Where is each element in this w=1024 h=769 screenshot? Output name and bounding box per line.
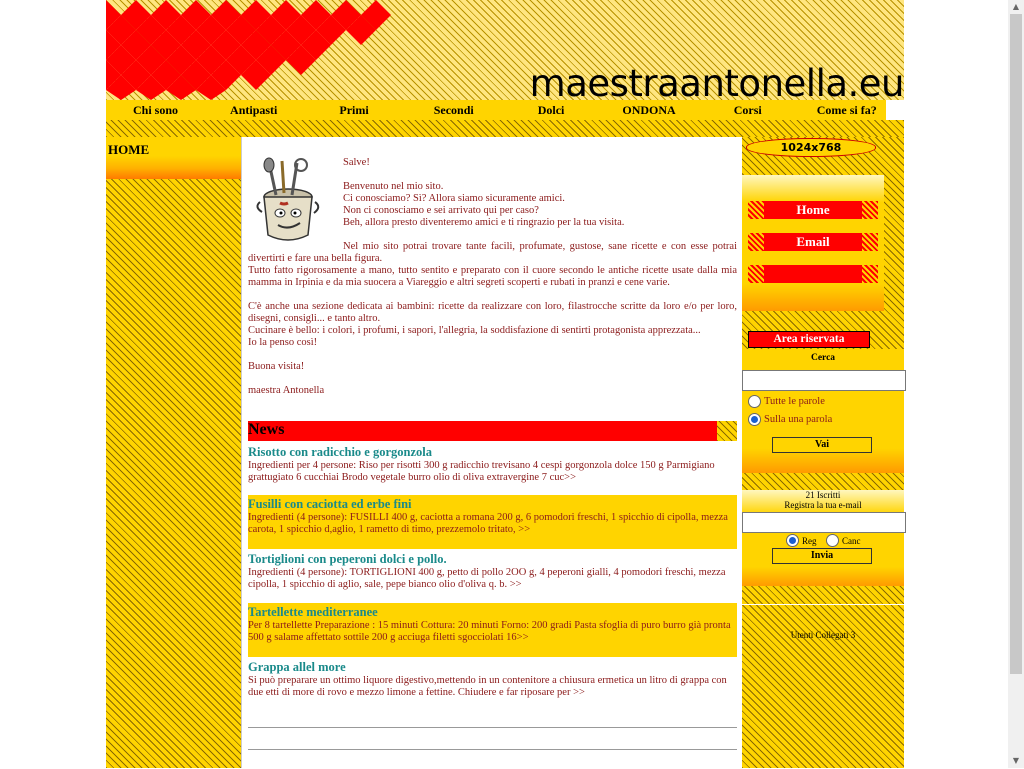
email-input[interactable] bbox=[742, 512, 906, 533]
top-nav bbox=[106, 100, 886, 120]
nav-ondona[interactable]: ONDONA bbox=[622, 102, 676, 117]
nav-come-si-fa[interactable]: Come si fa? bbox=[816, 102, 877, 117]
news-title: News bbox=[248, 421, 285, 438]
users-online bbox=[742, 604, 904, 769]
intro-sign: maestra Antonella bbox=[248, 385, 325, 396]
newsletter-option-canc[interactable] bbox=[826, 534, 861, 547]
search-input[interactable] bbox=[742, 370, 906, 391]
search-option-one-label: Sulla una parola bbox=[764, 414, 833, 425]
news-item-title[interactable]: Tortiglioni con peperoni dolci e pollo. bbox=[248, 552, 447, 566]
news-item-desc[interactable]: Ingredienti per 4 persone: Riso per risotti 300 g radicchio trevisano 4 cespi gorgonzola dolce 150 g Parmigiano grattugiato 6 cucchiai Brodo vegetale burro olio di oliva extravergine 7 cuc>> bbox=[248, 460, 715, 483]
news-item-desc[interactable]: Ingredienti (4 persone): TORTIGLIONI 400 g, petto di pollo 2OO g, 4 peperoni gialli, 4 pomodori freschi, mezza cipolla, 1 spicchio di aglio, sale, pepe bianco olio d'oliva q. b. >> bbox=[248, 567, 726, 590]
search-option-all[interactable] bbox=[748, 395, 825, 408]
site bbox=[106, 0, 904, 768]
news-item-title[interactable]: Risotto con radicchio e gorgonzola bbox=[248, 445, 433, 459]
side-menu-email[interactable] bbox=[748, 233, 878, 251]
intro-p4: Beh, allora presto diventeremo amici e ti ringrazio per la tua visita. bbox=[343, 217, 625, 228]
newsletter-prompt: Registra la tua e-mail bbox=[784, 500, 862, 510]
newsletter-option-reg-label: Reg bbox=[802, 535, 817, 546]
resolution-badge: 1024x768 bbox=[746, 138, 876, 157]
nav-band bbox=[106, 120, 904, 137]
news-item-desc[interactable]: Per 8 tartellette Preparazione : 15 minuti Cottura: 20 minuti Forno: 200 gradi Pasta sfoglia di puro burro già pronta 500 g salame affettato sottile 200 g acciuga filetti sgocciolati 16>> bbox=[248, 620, 731, 643]
side-menu bbox=[742, 175, 884, 311]
news-item-desc[interactable]: Si può preparare un ottimo liquore digestivo,mettendo in un contenitore a chiusura ermetica un litro di grappa con due etti di more di rovo e mezzo limone a fettine. Chiudere e far riposare per >> bbox=[248, 675, 727, 698]
scroll-down-icon[interactable]: ▼ bbox=[1012, 756, 1020, 765]
home-box[interactable] bbox=[106, 137, 241, 179]
news-item[interactable] bbox=[248, 550, 737, 593]
side-menu-label[interactable]: Home bbox=[796, 202, 830, 217]
intro-p6: Tutto fatto rigorosamente a mano, tutto sentito e preparato con il cuore secondo le antiche ricette usate dalla mia mamma in Irpinia e da mia suocera a Viareggio e altri segreti scoperti e rubati in pranzi e cene varie. bbox=[248, 265, 737, 288]
search-option-all-label: Tutte le parole bbox=[764, 396, 825, 407]
intro-p7: C'è anche una sezione dedicata ai bambini: ricette da realizzare con loro, filastrocche scritte da loro e/o per loro, disegni, consigli... e tanto altro. bbox=[248, 301, 737, 324]
area-riservata-button[interactable]: Area riservata bbox=[748, 331, 870, 348]
intro-p1: Benvenuto nel mio sito. bbox=[343, 181, 444, 192]
news-item-title[interactable]: Tartellette mediterranee bbox=[248, 605, 378, 619]
intro-greeting: Salve! bbox=[343, 157, 370, 168]
nav-primi[interactable]: Primi bbox=[339, 102, 369, 117]
intro-p10: Buona visita! bbox=[248, 361, 305, 372]
news-header-pattern bbox=[717, 421, 737, 441]
intro-p5: Nel mio sito potrai trovare tante facili, profumate, gustose, sane ricette e con esse potrai divertirti e fare una bella figura. bbox=[248, 241, 737, 264]
side-menu-home[interactable] bbox=[748, 201, 878, 219]
news-item[interactable] bbox=[248, 658, 737, 701]
news-header bbox=[248, 421, 737, 441]
nav-dolci[interactable]: Dolci bbox=[537, 102, 565, 117]
right-column bbox=[742, 137, 904, 768]
news-item[interactable] bbox=[248, 495, 737, 549]
news-item-desc[interactable]: Ingredienti (4 persone): FUSILLI 400 g, caciotta a romana 200 g, 6 pomodori freschi, 1 spicchio di cipolla, mezza carota, 1 spicchio d,aglio, 1 rametto di timo, prezzemolo tritato, >> bbox=[248, 512, 728, 535]
main-content bbox=[241, 137, 743, 768]
site-logo: maestraantonella.eu bbox=[529, 62, 904, 100]
news-item[interactable] bbox=[248, 443, 737, 486]
radio-button[interactable] bbox=[748, 395, 761, 408]
resolution-box bbox=[742, 137, 904, 175]
divider bbox=[248, 727, 737, 728]
radio-button[interactable] bbox=[748, 413, 761, 426]
side-menu-label[interactable]: Email bbox=[796, 234, 830, 249]
newsletter-option-canc-label: Canc bbox=[842, 535, 861, 546]
intro-p8: Cucinare è bello: i colori, i profumi, i sapori, l'allegria, la soddisfazione di sentirti protagonista apprezzata... bbox=[248, 325, 701, 336]
nav-antipasti[interactable]: Antipasti bbox=[230, 102, 278, 117]
radio-button[interactable] bbox=[826, 534, 839, 547]
side-menu-empty[interactable] bbox=[748, 265, 878, 283]
nav-corsi[interactable]: Corsi bbox=[733, 102, 762, 117]
scrollbar[interactable] bbox=[1008, 0, 1024, 768]
scroll-up-icon[interactable]: ▲ bbox=[1012, 2, 1020, 11]
diamond-pattern bbox=[106, 0, 406, 100]
users-online-text: Utenti Collegati 3 bbox=[790, 630, 856, 640]
news-item[interactable] bbox=[248, 603, 737, 657]
nav-chi-sono[interactable]: Chi sono bbox=[133, 102, 179, 117]
header bbox=[106, 0, 904, 100]
intro-text bbox=[248, 157, 737, 409]
search-option-one[interactable] bbox=[748, 413, 832, 426]
news-item-title[interactable]: Grappa allel more bbox=[248, 660, 346, 674]
newsletter-option-reg[interactable] bbox=[786, 534, 817, 547]
newsletter-count: 21 Iscritti bbox=[805, 490, 841, 500]
news-item-title[interactable]: Fusilli con caciotta ed erbe fini bbox=[248, 497, 412, 511]
intro-p3: Non ci conosciamo e sei arrivato qui per caso? bbox=[343, 205, 539, 216]
search-label: Cerca bbox=[810, 353, 836, 363]
invia-button[interactable]: Invia bbox=[772, 548, 872, 564]
search-box bbox=[742, 349, 904, 473]
radio-button[interactable] bbox=[786, 534, 799, 547]
newsletter-box bbox=[742, 490, 904, 586]
intro-p2: Ci conosciamo? Sì? Allora siamo sicuramente amici. bbox=[343, 193, 565, 204]
search-button[interactable]: Vai bbox=[772, 437, 872, 453]
intro-p9: Io la penso così! bbox=[248, 337, 318, 348]
scrollbar-thumb[interactable] bbox=[1010, 14, 1022, 674]
divider bbox=[248, 749, 737, 750]
left-column bbox=[106, 137, 241, 768]
home-link[interactable]: HOME bbox=[108, 142, 150, 157]
nav-secondi[interactable]: Secondi bbox=[433, 102, 474, 117]
